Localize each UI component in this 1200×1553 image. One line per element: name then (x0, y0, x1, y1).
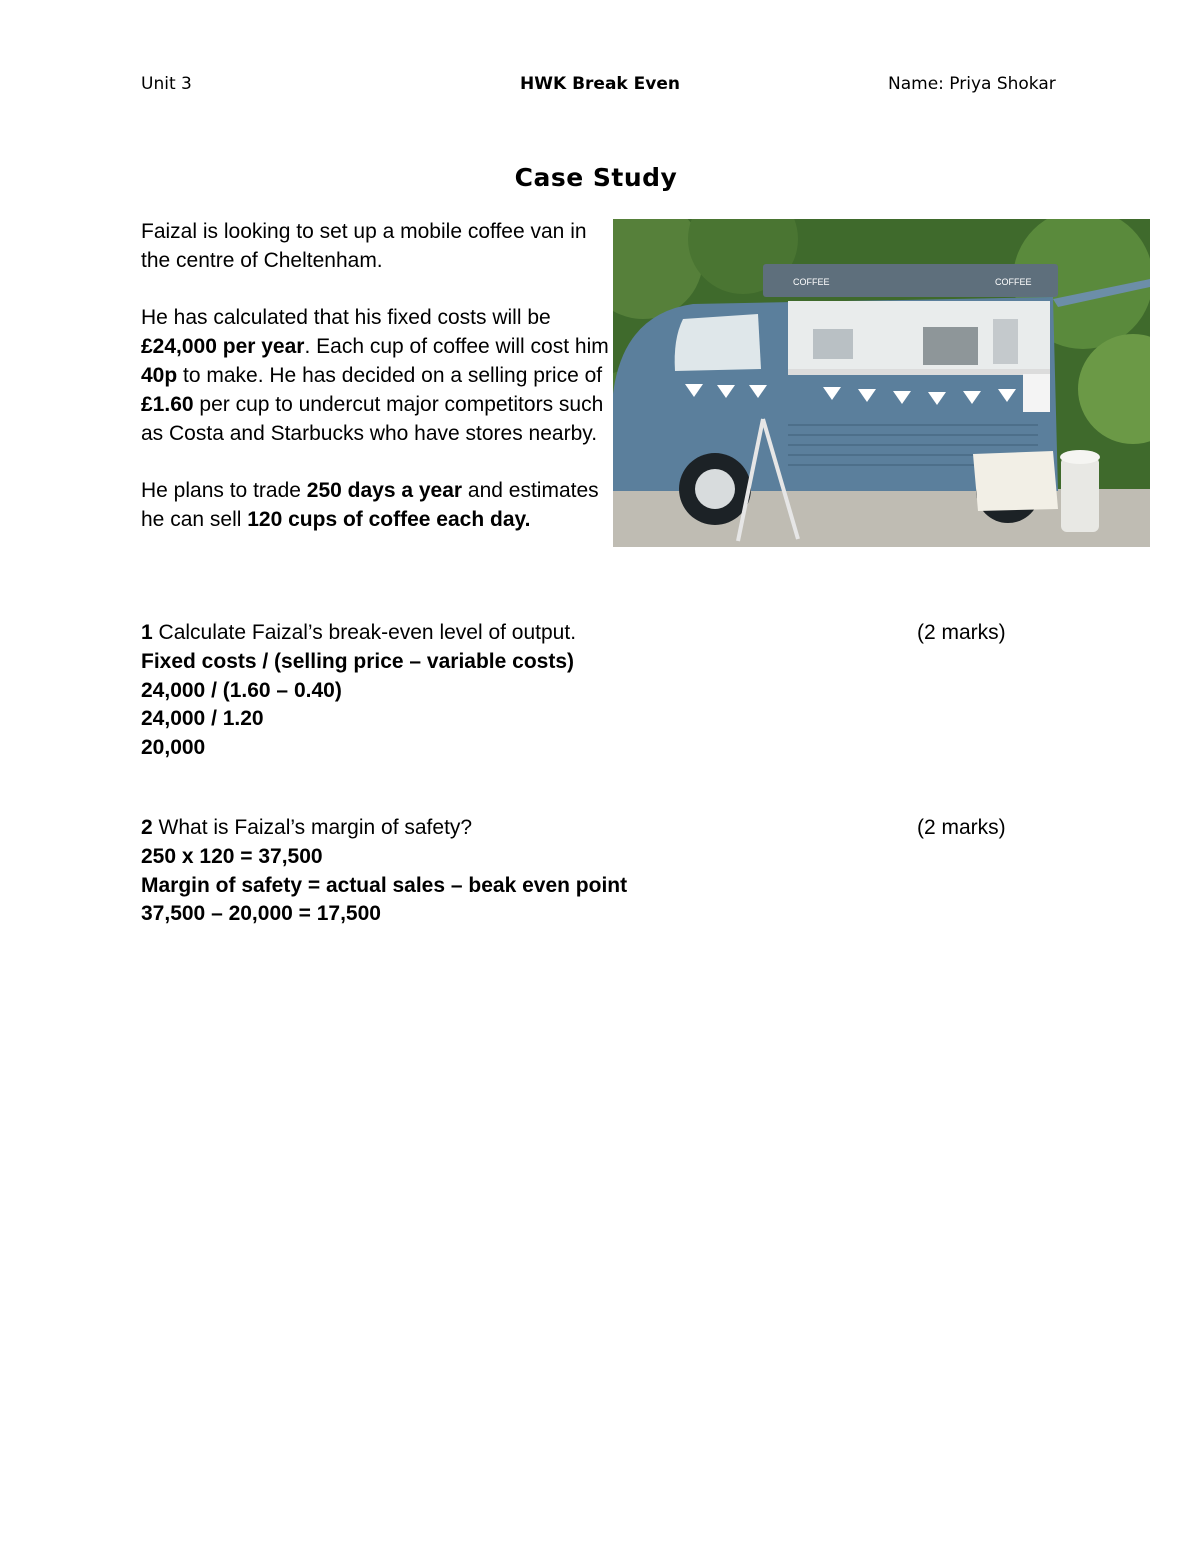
question-1-prompt (141, 619, 1021, 648)
intro-text: . Each cup of coffee will cost him (304, 335, 609, 359)
question-1-answer-line: 20,000 (141, 736, 206, 760)
selling-price-value: £1.60 (141, 392, 194, 416)
question-2-number: 2 (141, 816, 153, 839)
page-title: Case Study (514, 163, 678, 192)
question-2-answer-line: Margin of safety = actual sales – beak even point (141, 873, 628, 897)
question-1-answer-line: 24,000 / 1.20 (141, 707, 264, 731)
fixed-costs-value: £24,000 per year (141, 335, 305, 359)
question-2-answer-line: 250 x 120 = 37,500 (141, 844, 323, 868)
intro-text: to make. He has decided on a selling price of (177, 363, 603, 387)
intro-paragraph-2 (141, 304, 611, 448)
header-title: HWK Break Even (520, 74, 680, 94)
question-1-marks: (2 marks) (917, 621, 1006, 644)
intro-text: and estimates he can sell (141, 479, 599, 531)
cups-per-day-value: 120 cups of coffee each day. (247, 507, 531, 531)
question-1-number: 1 (141, 621, 153, 644)
van-sign-right: COFFEE (995, 277, 1032, 287)
question-2-text: What is Faizal’s margin of safety? (152, 816, 473, 839)
intro-text: per cup to undercut major competitors such as Costa and Starbucks who have stores nearby. (141, 392, 604, 445)
question-1-text: Calculate Faizal’s break-even level of output. (152, 621, 577, 644)
coffee-van-photo (613, 219, 1150, 547)
case-study-intro (141, 218, 611, 564)
van-sign-left: COFFEE (793, 277, 830, 287)
question-1-answer-line: Fixed costs / (selling price – variable costs) (141, 649, 575, 673)
intro-text: He plans to trade (141, 479, 307, 503)
trading-days-value: 250 days a year (306, 479, 463, 503)
intro-paragraph-3 (141, 477, 611, 535)
question-2-prompt (141, 814, 1021, 843)
header-student-name: Name: Priya Shokar (888, 74, 1056, 94)
question-2-answer-line: 37,500 – 20,000 = 17,500 (141, 902, 381, 926)
intro-text: He has calculated that his fixed costs will be (141, 306, 551, 330)
question-1 (141, 619, 1021, 763)
header-unit: Unit 3 (141, 74, 192, 94)
question-2 (141, 814, 1021, 929)
question-1-answer-line: 24,000 / (1.60 – 0.40) (141, 678, 342, 702)
variable-cost-value: 40p (141, 363, 178, 387)
intro-paragraph-1: Faizal is looking to set up a mobile coffee van in the centre of Cheltenham. (141, 220, 587, 272)
question-2-marks: (2 marks) (917, 816, 1006, 839)
